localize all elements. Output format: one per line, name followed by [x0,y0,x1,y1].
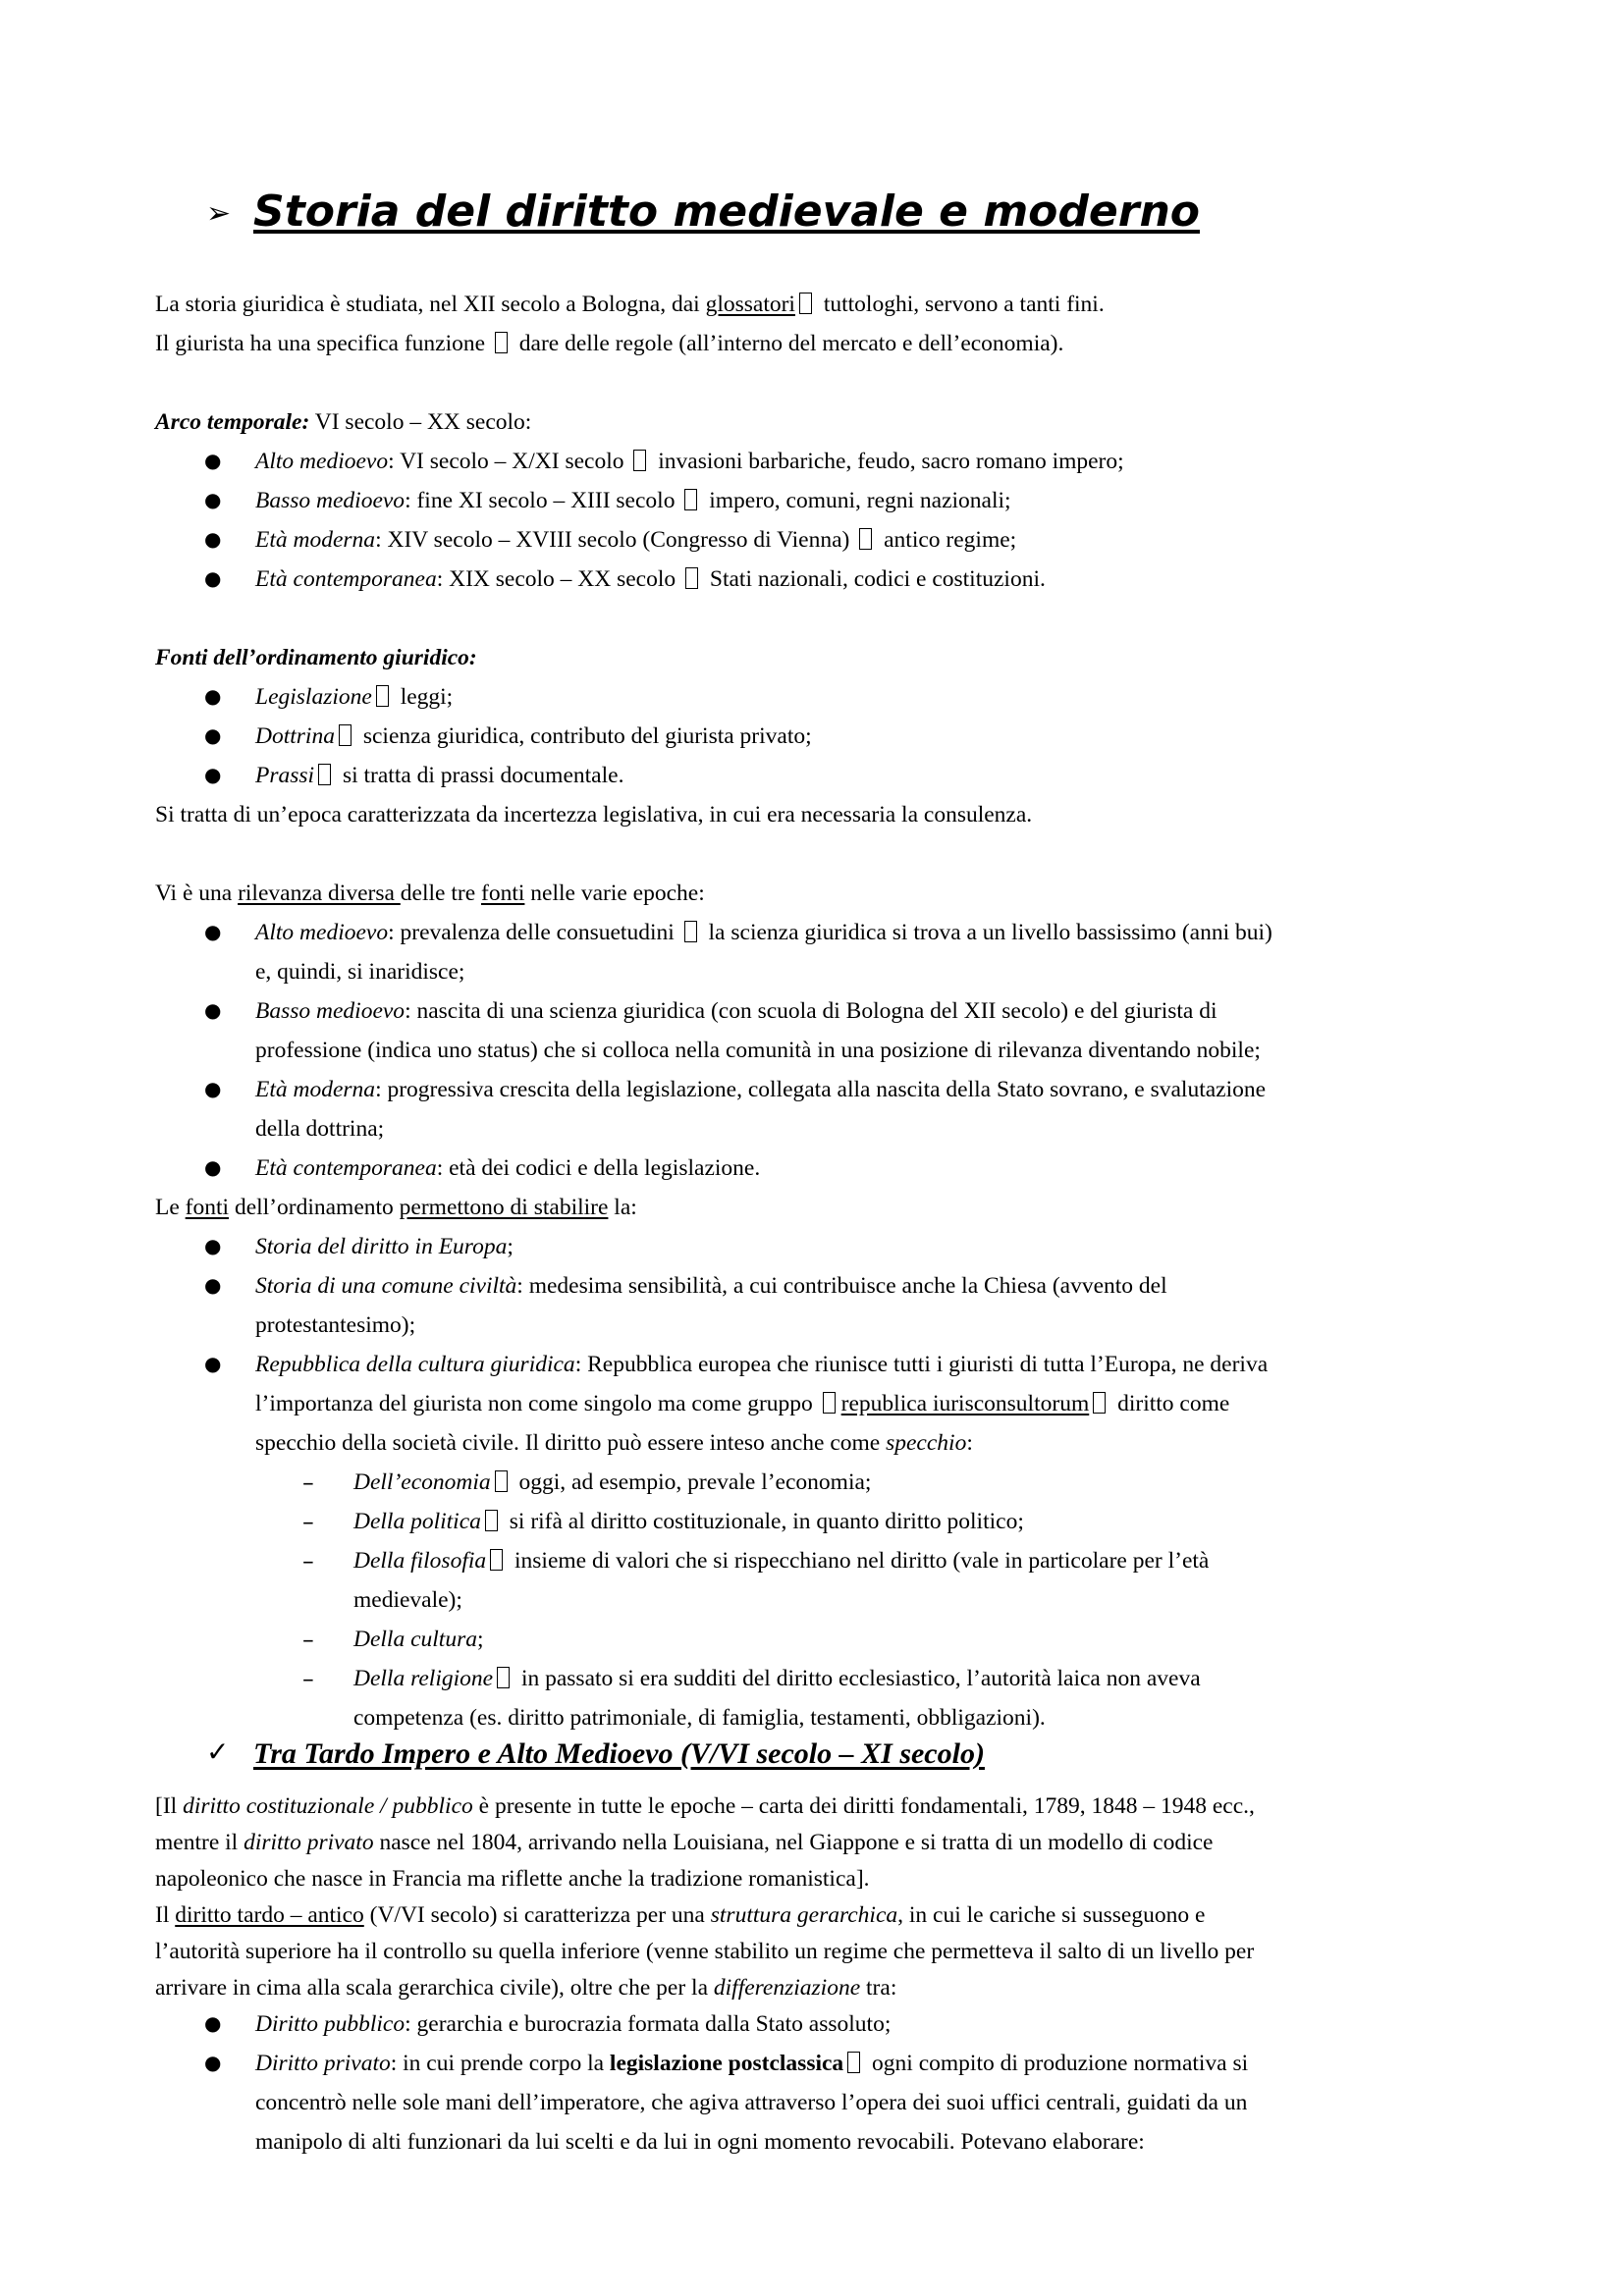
rilevanza-intro: Vi è una rilevanza diversa delle tre fonti nelle varie epoche: [155,881,705,906]
dash-bullet-icon: – [302,1665,314,1692]
missing-glyph-icon [633,450,646,471]
permettono-intro: Le fonti dell’ordinamento permettono di stabilire la: [155,1195,637,1220]
missing-glyph-icon [490,1549,503,1571]
list-item-continuation: concentrò nelle sole mani dell’imperatore, che agiva attraverso l’opera dei suoi uffici centrali, guidati da un [255,2090,1248,2115]
bullet-icon: ● [204,488,222,511]
paragraph-line: arrivare in cima alla scala gerarchica civile), oltre che per la differenziazione tra: [155,1975,897,2001]
paragraph-line: Il diritto tardo – antico (V/VI secolo) si caratterizza per una struttura gerarchica, in cui le cariche si susseguono e [155,1902,1206,1928]
sub-list-item: – Dell’economia oggi, ad esempio, prevale l’economia; [302,1463,871,1502]
list-item-continuation: manipolo di alti funzionari da lui scelti e da lui in ogni momento revocabili. Potevano elaborare: [255,2129,1145,2155]
list-item: ● Storia di una comune civiltà: medesima sensibilità, a cui contribuisce anche la Chiesa (avvento del [206,1266,1167,1306]
paragraph-line: l’autorità superiore ha il controllo su quella inferiore (venne stabilito un regime che permetteva il salto di un livello per [155,1939,1255,1964]
missing-glyph-icon [823,1392,836,1414]
missing-glyph-icon [847,2052,860,2073]
arrow-bullet-icon: ➢ [206,196,232,231]
sub-list-item: – Della filosofia insieme di valori che si rispecchiano nel diritto (vale in particolare per l’età [302,1541,1209,1580]
missing-glyph-icon [495,332,508,353]
missing-glyph-icon [376,685,389,707]
dash-bullet-icon: – [302,1626,314,1653]
missing-glyph-icon [495,1470,508,1492]
sub-list-item: – Della politica si rifà al diritto costituzionale, in quanto diritto politico; [302,1502,1024,1541]
fonti-heading: Fonti dell’ordinamento giuridico: [155,645,477,670]
list-item: ● Dottrina scienza giuridica, contributo del giurista privato; [206,717,812,756]
sub-list-item: – Della cultura; [302,1620,484,1659]
missing-glyph-icon [497,1667,510,1688]
bullet-icon: ● [204,1077,222,1100]
fonti-after: Si tratta di un’epoca caratterizzata da incertezza legislativa, in cui era necessaria la consulenza. [155,802,1033,828]
sub-list-continuation: competenza (es. diritto patrimoniale, di famiglia, testamenti, obbligazioni). [353,1705,1046,1731]
bullet-icon: ● [204,723,222,747]
paragraph-line: [Il diritto costituzionale / pubblico è presente in tutte le epoche – carta dei diritti fondamentali, 1789, 1848 – 1948 ecc., [155,1793,1255,1819]
bullet-icon: ● [204,2011,222,2035]
list-item: ● Repubblica della cultura giuridica: Repubblica europea che riunisce tutti i giuristi di tutta l’Europa, ne deriva [206,1345,1268,1384]
intro-line-2: Il giurista ha una specifica funzione dare delle regole (all’interno del mercato e dell’economia). [155,331,1064,356]
intro-line-1: La storia giuridica è studiata, nel XII secolo a Bologna, dai glossatori tuttologhi, servono a tanti fini. [155,292,1105,317]
bullet-icon: ● [204,920,222,943]
bullet-icon: ● [204,1155,222,1179]
section-heading: Tra Tardo Impero e Alto Medioevo (V/VI secolo – XI secolo) [253,1737,985,1770]
list-item-continuation: professione (indica uno status) che si colloca nella comunità in una posizione di rilevanza diventando nobile; [255,1038,1261,1063]
missing-glyph-icon [685,567,698,589]
list-item-continuation: specchio della società civile. Il diritto può essere inteso anche come specchio: [255,1430,973,1456]
list-item: ● Età contemporanea: XIX secolo – XX secolo Stati nazionali, codici e costituzioni. [206,560,1046,599]
bullet-icon: ● [204,2051,222,2074]
missing-glyph-icon [485,1510,498,1531]
list-item: ● Alto medioevo: prevalenza delle consuetudini la scienza giuridica si trova a un livello bassissimo (anni bui) [206,913,1272,952]
page-title: Storia del diritto medievale e moderno [253,187,1201,237]
list-item: ● Diritto privato: in cui prende corpo la legislazione postclassica ogni compito di produzione normativa si [206,2044,1248,2083]
list-item-continuation: protestantesimo); [255,1312,416,1338]
paragraph-line: mentre il diritto privato nasce nel 1804, arrivando nella Louisiana, nel Giappone e si tratta di un modello di codice [155,1830,1214,1855]
missing-glyph-icon [859,528,872,550]
sub-list-item: – Della religione in passato si era sudditi del diritto ecclesiastico, l’autorità laica non aveva [302,1659,1201,1698]
bullet-icon: ● [204,684,222,708]
missing-glyph-icon [1093,1392,1106,1414]
bullet-icon: ● [204,1273,222,1297]
missing-glyph-icon [684,489,697,510]
list-item-continuation: e, quindi, si inaridisce; [255,959,465,985]
dash-bullet-icon: – [302,1468,314,1496]
missing-glyph-icon [318,764,331,785]
sub-list-continuation: medievale); [353,1587,462,1613]
bullet-icon: ● [204,449,222,472]
list-item-continuation: della dottrina; [255,1116,385,1142]
list-item: ● Legislazione leggi; [206,677,453,717]
bullet-icon: ● [204,527,222,551]
arco-heading: Arco temporale: VI secolo – XX secolo: [155,409,532,435]
list-item: ● Età contemporanea: età dei codici e della legislazione. [206,1148,760,1188]
missing-glyph-icon [684,921,697,942]
list-item-continuation: l’importanza del giurista non come singolo ma come gruppo republica iurisconsultorum diritto come [255,1391,1230,1416]
dash-bullet-icon: – [302,1508,314,1535]
dash-bullet-icon: – [302,1547,314,1575]
list-item: ● Storia del diritto in Europa; [206,1227,514,1266]
list-item: ● Basso medioevo: nascita di una scienza giuridica (con scuola di Bologna del XII secolo) e del giurista di [206,991,1217,1031]
bullet-icon: ● [204,998,222,1022]
list-item: ● Prassi si tratta di prassi documentale. [206,756,623,795]
missing-glyph-icon [799,293,812,314]
bullet-icon: ● [204,566,222,590]
checkmark-icon: ✓ [206,1735,230,1768]
paragraph-line: napoleonico che nasce in Francia ma riflette anche la tradizione romanistica]. [155,1866,870,1892]
list-item: ● Età moderna: XIV secolo – XVIII secolo (Congresso di Vienna) antico regime; [206,520,1016,560]
list-item: ● Basso medioevo: fine XI secolo – XIII secolo impero, comuni, regni nazionali; [206,481,1011,520]
bullet-icon: ● [204,1234,222,1257]
missing-glyph-icon [339,724,352,746]
list-item: ● Età moderna: progressiva crescita della legislazione, collegata alla nascita della Stato sovrano, e svalutazione [206,1070,1266,1109]
list-item: ● Alto medioevo: VI secolo – X/XI secolo invasioni barbariche, feudo, sacro romano impero; [206,442,1124,481]
bullet-icon: ● [204,1352,222,1375]
list-item: ● Diritto pubblico: gerarchia e burocrazia formata dalla Stato assoluto; [206,2004,891,2044]
bullet-icon: ● [204,763,222,786]
